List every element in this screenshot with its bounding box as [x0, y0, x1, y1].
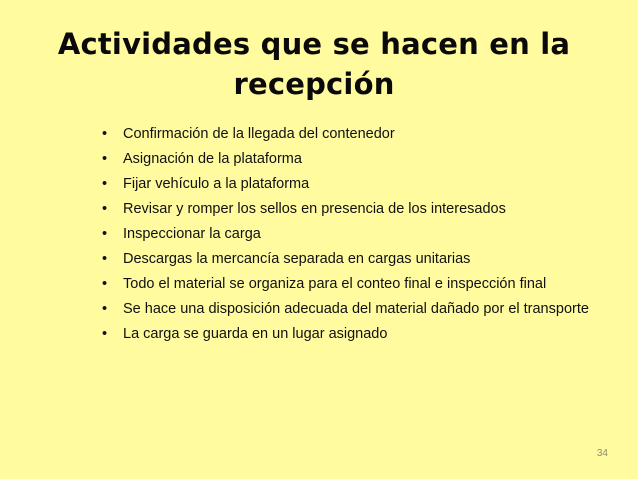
list-item-text: Revisar y romper los sellos en presencia de los interesados [123, 201, 506, 217]
list-item [102, 150, 612, 169]
list-item-text: La carga se guarda en un lugar asignado [123, 326, 388, 342]
bullet-icon: • [102, 176, 108, 192]
list-item [102, 325, 612, 344]
bullet-icon: • [102, 201, 108, 217]
bullet-icon: • [102, 126, 108, 142]
list-item [102, 300, 612, 319]
bullet-icon: • [102, 301, 108, 317]
bullet-icon: • [102, 326, 108, 342]
slide-title: Actividades que se hacen en la recepción [57, 27, 571, 101]
list-item [102, 175, 612, 194]
list-item-text: Descargas la mercancía separada en cargas unitarias [123, 251, 471, 267]
list-item [102, 275, 612, 294]
bullet-icon: • [102, 151, 108, 167]
list-item-text: Inspeccionar la carga [123, 226, 261, 242]
list-item [102, 250, 612, 269]
bullet-list [102, 125, 612, 350]
list-item-text: Confirmación de la llegada del contenedor [123, 126, 395, 142]
list-item [102, 225, 612, 244]
page-number: 34 [596, 448, 608, 459]
list-item-text: Todo el material se organiza para el conteo final e inspección final [123, 276, 547, 292]
list-item [102, 200, 612, 219]
bullet-icon: • [102, 276, 108, 292]
list-item [102, 125, 612, 144]
list-item-text: Asignación de la plataforma [123, 151, 302, 167]
bullet-icon: • [102, 226, 108, 242]
list-item-text: Se hace una disposición adecuada del material dañado por el transporte [123, 301, 589, 317]
list-item-text: Fijar vehículo a la plataforma [123, 176, 310, 192]
bullet-icon: • [102, 251, 108, 267]
